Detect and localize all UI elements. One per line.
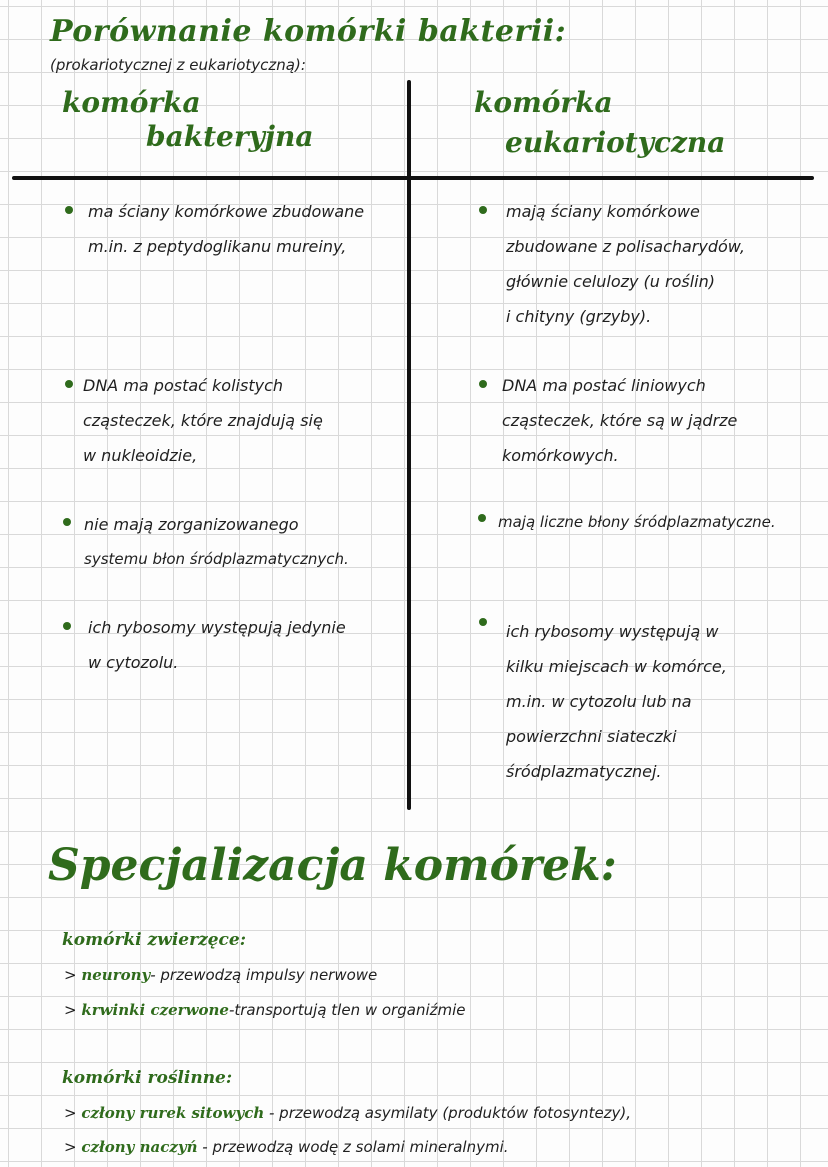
right-header-line1: komórka	[474, 86, 613, 119]
plant-cells-heading: komórki roślinne:	[62, 1068, 233, 1088]
right-item-4-line-1: ich rybosomy występują w	[506, 622, 719, 641]
left-item-3-line-1: nie mają zorganizowanego	[84, 515, 299, 534]
bullet-icon	[63, 518, 71, 526]
left-item-3	[84, 507, 349, 577]
right-item-4-line-3: m.in. w cytozolu lub na	[506, 692, 692, 711]
right-item-4	[506, 614, 727, 789]
plant-row-1	[64, 1104, 631, 1122]
arrow-marker: >	[64, 966, 82, 984]
page-title: Porównanie komórki bakterii:	[50, 14, 567, 49]
left-item-4-line-2: w cytozolu.	[88, 653, 179, 672]
bullet-icon	[479, 206, 487, 214]
left-item-1-line-2: m.in. z peptydoglikanu mureiny,	[88, 237, 347, 256]
bullet-icon	[63, 622, 71, 630]
animal-row-2	[64, 1001, 466, 1019]
arrow-marker: >	[64, 1138, 82, 1156]
right-item-1-line-3: głównie celulozy (u roślin)	[506, 272, 715, 291]
left-item-2-line-1: DNA ma postać kolistych	[83, 376, 283, 395]
left-item-4-line-1: ich rybosomy występują jedynie	[88, 618, 346, 637]
right-item-2	[502, 368, 737, 473]
left-item-1-line-1: ma ściany komórkowe zbudowane	[88, 202, 365, 221]
left-item-2-line-3: w nukleoidzie,	[83, 446, 198, 465]
right-header-line2: eukariotyczna	[505, 126, 726, 159]
right-item-4-line-2: kilku miejscach w komórce,	[506, 657, 727, 676]
animal-row-1	[64, 966, 377, 984]
right-item-3	[498, 505, 776, 540]
right-item-2-line-1: DNA ma postać liniowych	[502, 376, 706, 395]
bullet-icon	[65, 380, 73, 388]
left-item-2	[83, 368, 323, 473]
animal-row-1-desc: - przewodzą impulsy nerwowe	[150, 966, 378, 984]
bullet-icon	[478, 514, 486, 522]
animal-row-2-term: krwinki czerwone	[81, 1001, 229, 1019]
animal-row-1-term: neurony	[81, 966, 151, 984]
plant-row-2	[64, 1138, 509, 1156]
arrow-marker: >	[64, 1104, 82, 1122]
plant-row-1-desc: - przewodzą asymilaty (produktów fotosyntezy),	[264, 1104, 632, 1122]
bullet-icon	[479, 618, 487, 626]
plant-row-1-term: człony rurek sitowych	[81, 1104, 265, 1122]
table-vertical-divider	[407, 80, 411, 810]
plant-row-2-term: człony naczyń	[81, 1138, 198, 1156]
section-title: Specjalizacja komórek:	[48, 840, 617, 891]
right-item-3-line-1: mają liczne błony śródplazmatyczne.	[498, 513, 776, 531]
left-item-3-line-2: systemu błon śródplazmatycznych.	[84, 550, 349, 568]
right-item-1	[506, 194, 745, 334]
table-horizontal-divider	[12, 176, 814, 180]
left-header-line1: komórka	[62, 86, 201, 119]
animal-row-2-desc: -transportują tlen w organiźmie	[228, 1001, 466, 1019]
left-header-line2: bakteryjna	[146, 120, 314, 153]
right-item-1-line-2: zbudowane z polisacharydów,	[506, 237, 745, 256]
bullet-icon	[65, 206, 73, 214]
right-item-1-line-1: mają ściany komórkowe	[506, 202, 700, 221]
left-item-2-line-2: cząsteczek, które znajdują się	[83, 411, 323, 430]
left-item-1	[88, 194, 364, 264]
right-item-2-line-2: cząsteczek, które są w jądrze	[502, 411, 738, 430]
right-item-4-line-4: powierzchni siateczki	[506, 727, 677, 746]
left-item-4	[88, 610, 346, 680]
arrow-marker: >	[64, 1001, 82, 1019]
right-item-4-line-5: śródplazmatycznej.	[506, 762, 662, 781]
right-item-2-line-3: komórkowych.	[502, 446, 619, 465]
plant-row-2-desc: - przewodzą wodę z solami mineralnymi.	[197, 1138, 509, 1156]
page-subtitle: (prokariotycznej z eukariotyczną):	[50, 56, 306, 74]
animal-cells-heading: komórki zwierzęce:	[62, 930, 246, 950]
bullet-icon	[479, 380, 487, 388]
right-item-1-line-4: i chityny (grzyby).	[506, 307, 652, 326]
